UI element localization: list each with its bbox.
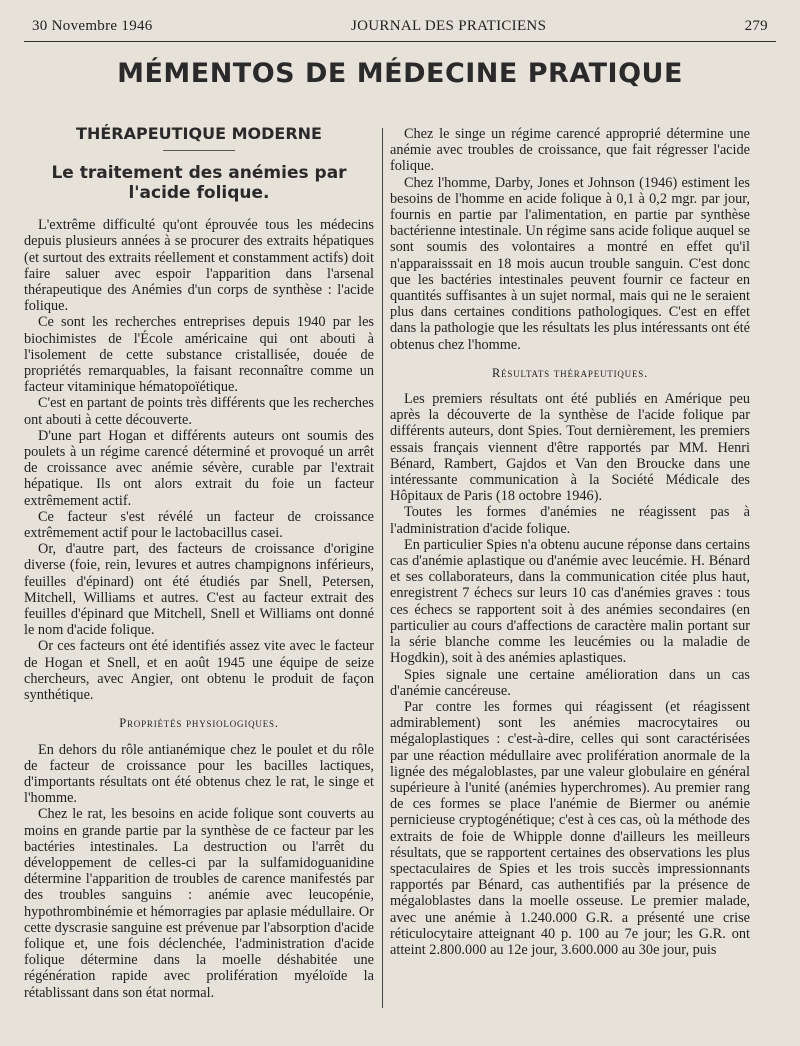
- paragraph: Or ces facteurs ont été identifiés assez vite avec le facteur de Hogan et Snell, et en août 1945 une équipe de seize chercheurs, avec Angier, ont obtenu le produit de façon synthétique.: [24, 638, 374, 704]
- column-divider: [382, 128, 383, 1008]
- paragraph: En dehors du rôle antianémique chez le poulet et du rôle de facteur de croissance pour les bacilles lactiques, d'importants résultats ont été obtenus chez le rat, le singe et l'homme.: [24, 741, 374, 807]
- paragraph: Ce facteur s'est révélé un facteur de croissance extrêmement actif pour le lactobacillus casei.: [24, 508, 374, 542]
- section-title: THÉRAPEUTIQUE MODERNE: [76, 124, 322, 143]
- paragraph: Les premiers résultats ont été publiés en Amérique peu après la découverte de la synthèse de l'acide folique par différents auteurs, dont Spies. Tout dernièrement, les premiers essais français viennent d'être rapportés par MM. Henri Bénard, Rambert, Gajdos et Van den Broucke dans une intéressante communication à la Société Médicale des Hôpitaux de Paris (18 octobre 1946).: [390, 391, 750, 505]
- section-rule: [163, 150, 235, 151]
- header-date: 30 Novembre 1946: [32, 18, 153, 34]
- paragraph: Spies signale une certaine amélioration dans un cas d'anémie cancéreuse.: [390, 666, 750, 699]
- paragraph: Chez l'homme, Darby, Jones et Johnson (1946) estiment les besoins de l'homme en acide folique à 0,1 à 0,2 mgr. par jour, fournis en partie par l'alimentation, en partie par synthèse bactérienne intestinale. Un régime sans acide folique auquel se sont soumis des volontaires a montré en effet qu'il n'apparaisssait en 18 mois aucun trouble sanguin. C'est donc que les bactéries intestinales peuvent fournir ce facteur en quantités suffisantes à un sujet normal, mais qui ne le seraient plus dans certaines conditions pathologiques. C'est en effet dans la pathologie que les résultats les plus intéressants ont été obtenus chez l'homme.: [390, 174, 750, 353]
- subheading: Résultats thérapeutiques.: [491, 365, 649, 380]
- paragraph: Ce sont les recherches entreprises depuis 1940 par les biochimistes de l'École américaine qui ont abouti à l'isolement de cette substance cristallisée, douée de propriétés remarquables, la faisant reconnaître comme un facteur vitaminique hématopoïétique.: [24, 314, 374, 396]
- subheading: Propriétés physiologiques.: [119, 716, 279, 731]
- paragraph: Toutes les formes d'anémies ne réagissent pas à l'administration d'acide folique.: [390, 504, 750, 537]
- paragraph: En particulier Spies n'a obtenu aucune réponse dans certains cas d'anémie aplastique ou d'anémie avec leucémie. H. Bénard et ses collaborateurs, dans la communication citée plus haut, enregistrent 7 échecs sur leurs 10 cas d'anémies graves : tous ces échecs se rapportent soit à des anémies secondaires (en particulier au cours d'affections de caractère malin portant sur la série blanche comme les leucémies ou la maladie de Hogdkin), soit à des anémies aplastiques.: [390, 536, 750, 667]
- header-page-number: 279: [744, 18, 768, 34]
- article-title: Le traitement des anémies par l'acide folique.: [51, 163, 347, 204]
- paragraph: D'une part Hogan et différents auteurs ont soumis des poulets à un régime carencé déterminé et provoqué un arrêt de croissance avec anémie sévère, curable par l'extrait hépatique. Ils ont alors extrait du foie un facteur extrêmement actif.: [24, 427, 374, 509]
- paragraph: Chez le singe un régime carencé approprié détermine une anémie avec troubles de croissance, que fait régresser l'acide folique.: [390, 126, 750, 175]
- right-column: [390, 126, 750, 958]
- paragraph: Par contre les formes qui réagissent (et réagissent admirablement) sont les anémies macrocytaires ou mégaloplastiques : c'est-à-dire, celles qui sont caractérisées par une réaction médullaire avec prolifération anormale de la lignée des mégaloblastes, par une valeur globulaire en général supérieure à l'unité (anémies hyperchromes). Au premier rang de ces formes se place l'anémie de Biermer ou anémie pernicieuse cryptogénétique; c'est à ces cas, où la méthode des extraits de foie de Whipple donne d'ailleurs les meilleurs résultats, que se rapportent certaines des observations les plus spectaculaires de Spies et les trois succès impressionnants rapportés par Bénard, cas authentifiés par la présence de mégaloblastes dans la moelle osseuse. Le premier malade, avec une anémie à 1.240.000 G.R. a présenté une crise réticulocytaire atteignant 40 p. 100 au 7e jour; les G.R. ont atteint 2.800.000 au 12e jour, 3.600.000 au 30e jour, puis: [390, 698, 750, 958]
- left-column: [24, 122, 374, 1001]
- header-rule: [24, 41, 776, 42]
- page-title: MÉMENTOS DE MÉDECINE PRATIQUE: [117, 58, 683, 89]
- running-header: [32, 18, 768, 38]
- paragraph: Chez le rat, les besoins en acide folique sont couverts au moins en grande partie par la synthèse de ce facteur par les bactéries intestinales. La destruction ou l'arrêt du développement de celles-ci par la sulfamidoguanidine détermine l'apparition de troubles de carence manifestés par des troubles sanguins : anémie avec leucopénie, hypothrombinémie et hémorragies par aplasie médullaire. Or cette dyscrasie sanguine est prévenue par l'absorption d'acide folique et, une fois déclenchée, l'administration d'acide folique détermine dans la moelle déshabitée une régénération rapide avec prolifération myéloïde la rétablissant dans son état normal.: [24, 806, 374, 1001]
- paragraph: Or, d'autre part, des facteurs de croissance d'origine diverse (foie, rein, levures et autres champignons inférieurs, feuilles d'épinard) ont été étudiés par Snell, Petersen, Mitchell, Williams et autres. C'est au facteur extrait des feuilles d'épinard que Mitchell, Snell et Williams ont donné le nom d'acide folique.: [24, 541, 374, 639]
- paragraph: L'extrême difficulté qu'ont éprouvée tous les médecins depuis plusieurs années à se procurer des extraits hépatiques (et surtout des extraits réellement et constamment actifs) doit faire saluer avec espoir l'apparition dans l'arsenal thérapeutique des Anémies d'un corps de synthèse : l'acide folique.: [24, 217, 374, 315]
- paragraph: C'est en partant de points très différents que les recherches ont abouti à cette découverte.: [24, 395, 374, 428]
- header-journal: JOURNAL DES PRATICIENS: [350, 18, 547, 34]
